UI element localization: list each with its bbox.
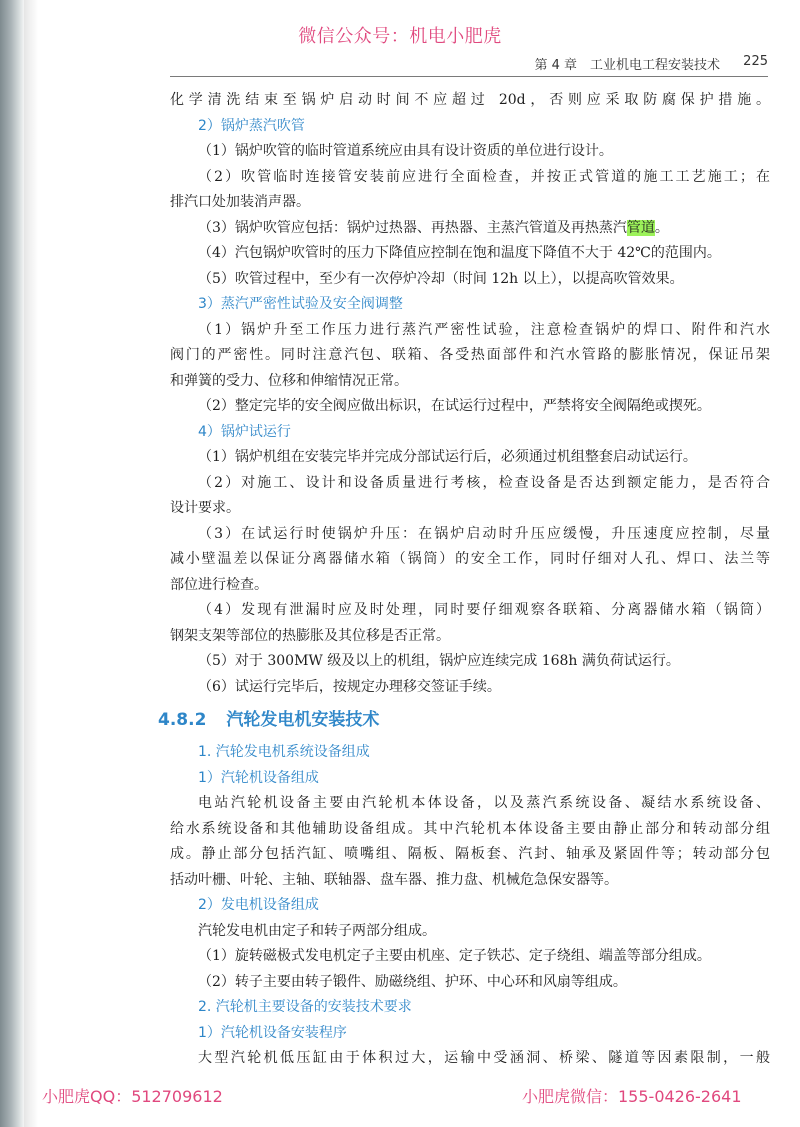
subheading: 3）蒸汽严密性试验及安全阀调整 xyxy=(198,296,403,312)
text-line: （1）旋转磁极式发电机定子主要由机座、定子铁芯、定子绕组、端盖等部分组成。 xyxy=(198,948,711,964)
text-line: （2）整定完毕的安全阀应做出标识，在试运行过程中，严禁将安全阀隔绝或揳死。 xyxy=(198,398,711,414)
subheading: 2）发电机设备组成 xyxy=(198,897,319,913)
text-line: 排汽口处加装消声器。 xyxy=(170,194,310,210)
text-segment: （3）锅炉吹管应包括：锅炉过热器、再热器、主蒸汽管道及再热蒸汽 xyxy=(198,219,627,236)
text-segment: 。 xyxy=(654,219,669,236)
text-line: （5）吹管过程中，至少有一次停炉冷却（时间 12h 以上），以提高吹管效果。 xyxy=(198,270,684,287)
text-line: 化学清洗结束至锅炉启动时间不应超过 20d，否则应采取防腐保护措施。 xyxy=(170,92,770,108)
text-line: （2）对施工、设计和设备质量进行考核，检查设备是否达到额定能力，是否符合 xyxy=(198,474,770,491)
subheading: 2）锅炉蒸汽吹管 xyxy=(198,117,305,134)
watermark-qq: 小肥虎QQ：512709612 xyxy=(42,1087,223,1106)
text-line: （1）锅炉升至工作压力进行蒸汽严密性试验，注意检查锅炉的焊口、附件和汽水 xyxy=(198,321,770,338)
watermark-top: 微信公众号：机电小肥虎 xyxy=(298,26,502,47)
text-line: （3）在试运行时使锅炉升压：在锅炉启动时升压应缓慢，升压速度应控制，尽量 xyxy=(198,525,770,542)
subheading: 1. 汽轮发电机系统设备组成 xyxy=(198,744,370,760)
page-number: 225 xyxy=(743,54,768,69)
text-line: 成。静止部分包括汽缸、喷嘴组、隔板、隔板套、汽封、轴承及紧固件等；转动部分包 xyxy=(170,846,770,862)
subheading: 1）汽轮机设备组成 xyxy=(198,769,319,786)
page-body xyxy=(158,88,770,1072)
text-line: （6）试运行完毕后，按规定办理移交签证手续。 xyxy=(198,678,501,695)
text-line: 减小壁温差以保证分离器储水箱（锅筒）的安全工作，同时仔细对人孔、焊口、法兰等 xyxy=(170,551,770,567)
text-line: 汽轮发电机由定子和转子两部分组成。 xyxy=(198,922,436,939)
text-line-highlighted xyxy=(170,216,770,242)
text-line: （2）转子主要由转子锻件、励磁绕组、护环、中心环和风扇等组成。 xyxy=(198,973,627,990)
text-line: 设计要求。 xyxy=(170,500,240,516)
text-line: （5）对于 300MW 级及以上的机组，锅炉应连续完成 168h 满负荷试运行。 xyxy=(198,653,680,669)
page-header xyxy=(170,52,768,77)
book-spine-shadow xyxy=(0,0,24,1127)
subheading: 1）汽轮机设备安装程序 xyxy=(198,1024,347,1041)
text-line: 和弹簧的受力、位移和伸缩情况正常。 xyxy=(170,372,408,389)
text-line: 给水系统设备和其他辅助设备组成。其中汽轮机本体设备主要由静止部分和转动部分组 xyxy=(170,820,770,837)
text-line: （2）吹管临时连接管安装前应进行全面检查，并按正式管道的施工工艺施工；在 xyxy=(198,168,770,185)
section-number: 4.8.2 xyxy=(158,710,207,730)
text-line: 电站汽轮机设备主要由汽轮机本体设备，以及蒸汽系统设备、凝结水系统设备、 xyxy=(198,795,770,811)
text-line: 部位进行检查。 xyxy=(170,576,268,593)
text-line: 大型汽轮机低压缸由于体积过大，运输中受涵洞、桥梁、隧道等因素限制，一般 xyxy=(198,1050,770,1066)
text-line: （1）锅炉吹管的临时管道系统应由具有设计资质的单位进行设计。 xyxy=(198,143,613,159)
text-line: 括动叶栅、叶轮、主轴、联轴器、盘车器、推力盘、机械危急保安器等。 xyxy=(170,871,618,888)
section-title: 汽轮发电机安装技术 xyxy=(226,710,380,730)
chapter-title: 第 4 章 工业机电工程安装技术 xyxy=(534,58,720,73)
watermark-wechat: 小肥虎微信：155-0426-2641 xyxy=(522,1087,742,1106)
subheading: 4）锅炉试运行 xyxy=(198,423,291,440)
section-heading xyxy=(158,700,770,740)
subheading: 2. 汽轮机主要设备的安装技术要求 xyxy=(198,999,412,1015)
text-line: （1）锅炉机组在安装完毕并完成分部试运行后，必须通过机组整套启动试运行。 xyxy=(198,449,697,465)
highlighted-text: 管道 xyxy=(626,219,655,236)
text-line: （4）发现有泄漏时应及时处理，同时要仔细观察各联箱、分离器储水箱（锅筒） xyxy=(198,602,770,618)
page-gutter-shadow xyxy=(24,0,38,1127)
text-line: 阀门的严密性。同时注意汽包、联箱、各受热面部件和汽水管路的膨胀情况，保证吊架 xyxy=(170,347,770,363)
text-line: （4）汽包锅炉吹管时的压力下降值应控制在饱和温度下降值不大于 42℃的范围内。 xyxy=(198,245,721,261)
text-line: 钢架支架等部位的热膨胀及其位移是否正常。 xyxy=(170,627,450,644)
